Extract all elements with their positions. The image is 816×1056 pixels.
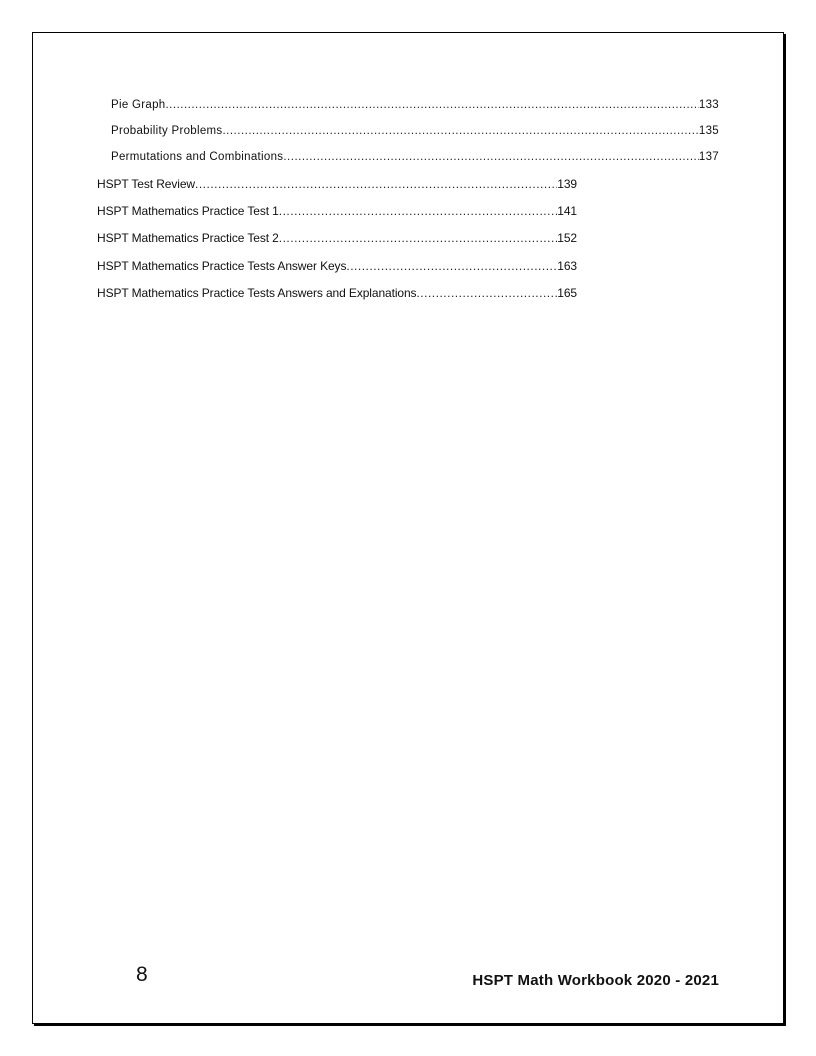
toc-entry-page: 163 [557, 259, 577, 273]
toc-entry-permutations-combinations[interactable] [111, 149, 719, 165]
toc-entry-page: 152 [557, 231, 577, 245]
dot-leader [222, 123, 698, 139]
toc-entry-title: HSPT Mathematics Practice Tests Answers and Explanations [97, 286, 417, 300]
toc-entry-probability-problems[interactable] [111, 123, 719, 139]
toc-entry-page: 133 [698, 99, 719, 111]
dot-leader [279, 203, 558, 219]
page-number: 8 [136, 963, 148, 986]
toc-entry-title: HSPT Mathematics Practice Test 1 [97, 204, 279, 218]
toc-entry-page: 139 [557, 177, 577, 191]
toc-entry-page: 137 [698, 151, 719, 163]
toc-entry-page: 165 [557, 286, 577, 300]
toc-entry-hspt-test-review[interactable] [97, 176, 577, 192]
toc-entry-title: Probability Problems [111, 125, 223, 137]
dot-leader [346, 258, 557, 274]
toc-entry-practice-test-2[interactable] [97, 230, 577, 246]
footer-book-title: HSPT Math Workbook 2020 - 2021 [472, 972, 719, 989]
toc-entry-practice-test-1[interactable] [97, 203, 577, 219]
dot-leader [283, 149, 699, 165]
dot-leader [165, 97, 698, 113]
toc-entry-title: HSPT Test Review [97, 177, 195, 191]
dot-leader [279, 230, 558, 246]
toc-entry-answer-keys[interactable] [97, 258, 577, 274]
toc-entry-page: 135 [698, 125, 719, 137]
toc-entry-title: HSPT Mathematics Practice Test 2 [97, 231, 279, 245]
toc-entry-title: Pie Graph [111, 99, 166, 111]
toc-entry-title: Permutations and Combinations [111, 151, 284, 163]
dot-leader [416, 285, 557, 301]
toc-entry-title: HSPT Mathematics Practice Tests Answer Keys [97, 259, 347, 273]
document-page [32, 32, 784, 1024]
toc-entry-answers-explanations[interactable] [97, 285, 577, 301]
toc-entry-pie-graph[interactable] [111, 97, 719, 113]
dot-leader [195, 176, 557, 192]
toc-entry-page: 141 [557, 204, 577, 218]
